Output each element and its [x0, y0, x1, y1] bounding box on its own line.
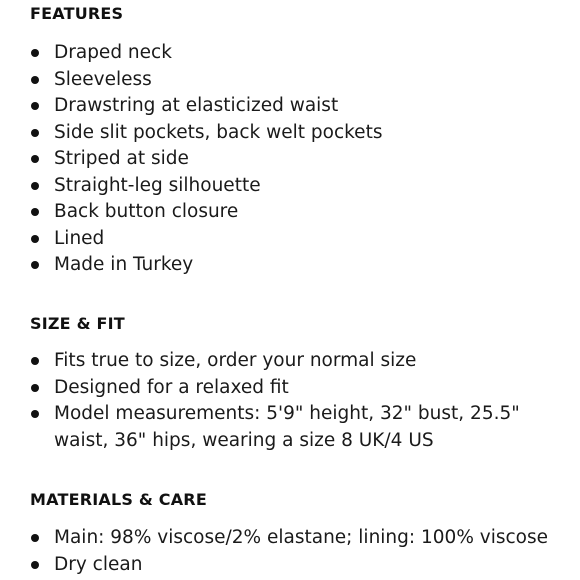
- bullet-icon: [31, 235, 39, 243]
- list-item: [30, 67, 560, 94]
- list-item: [30, 40, 560, 67]
- list-item-text: Lined: [54, 227, 105, 249]
- list-item: [30, 525, 560, 552]
- bullet-icon: [31, 534, 39, 542]
- list-item: [30, 348, 560, 375]
- size-fit-section: [30, 314, 560, 451]
- materials-care-section: [30, 490, 560, 575]
- materials-care-heading: MATERIALS & CARE: [30, 490, 207, 509]
- list-item-text: Sleeveless: [54, 68, 152, 90]
- size-fit-heading: SIZE & FIT: [30, 314, 125, 333]
- features-list: [30, 40, 560, 279]
- list-item-text: Fits true to size, order your normal size: [54, 350, 417, 371]
- list-item-text: Draped neck: [54, 42, 172, 63]
- bullet-icon: [31, 357, 39, 365]
- list-item-text: Made in Turkey: [54, 254, 194, 275]
- list-item-text: Drawstring at elasticized waist: [54, 95, 339, 116]
- size-fit-list: [30, 348, 560, 454]
- list-item-text: Striped at side: [54, 148, 189, 169]
- bullet-icon: [31, 155, 39, 163]
- list-item-text: Designed for a relaxed fit: [54, 376, 289, 398]
- list-item: [30, 199, 560, 226]
- bullet-icon: [31, 561, 39, 569]
- list-item: [30, 93, 560, 120]
- list-item-text: Dry clean: [54, 553, 143, 575]
- list-item: [30, 120, 560, 147]
- list-item-text: Back button closure: [54, 201, 239, 222]
- list-item-text: Main: 98% viscose/2% elastane; lining: 100% viscose: [54, 527, 549, 548]
- list-item: [30, 146, 560, 173]
- bullet-icon: [31, 129, 39, 137]
- bullet-icon: [31, 182, 39, 190]
- list-item: [30, 375, 560, 402]
- features-section: [30, 4, 560, 275]
- list-item: [30, 401, 559, 454]
- list-item: [30, 226, 560, 253]
- list-item: [30, 252, 560, 279]
- features-heading: FEATURES: [30, 4, 124, 23]
- list-item: [30, 552, 560, 579]
- bullet-icon: [31, 76, 39, 84]
- bullet-icon: [31, 102, 39, 110]
- bullet-icon: [31, 410, 39, 418]
- bullet-icon: [31, 261, 39, 269]
- bullet-icon: [31, 384, 39, 392]
- bullet-icon: [31, 208, 39, 216]
- list-item-text: Side slit pockets, back welt pockets: [54, 121, 383, 143]
- bullet-icon: [31, 49, 39, 57]
- list-item-text: Model measurements: 5'9" height, 32" bust, 25.5" waist, 36" hips, wearing a size 8 UK/4 US: [54, 403, 520, 451]
- list-item-text: Straight-leg silhouette: [54, 174, 261, 196]
- list-item: [30, 173, 560, 200]
- materials-care-list: [30, 525, 560, 578]
